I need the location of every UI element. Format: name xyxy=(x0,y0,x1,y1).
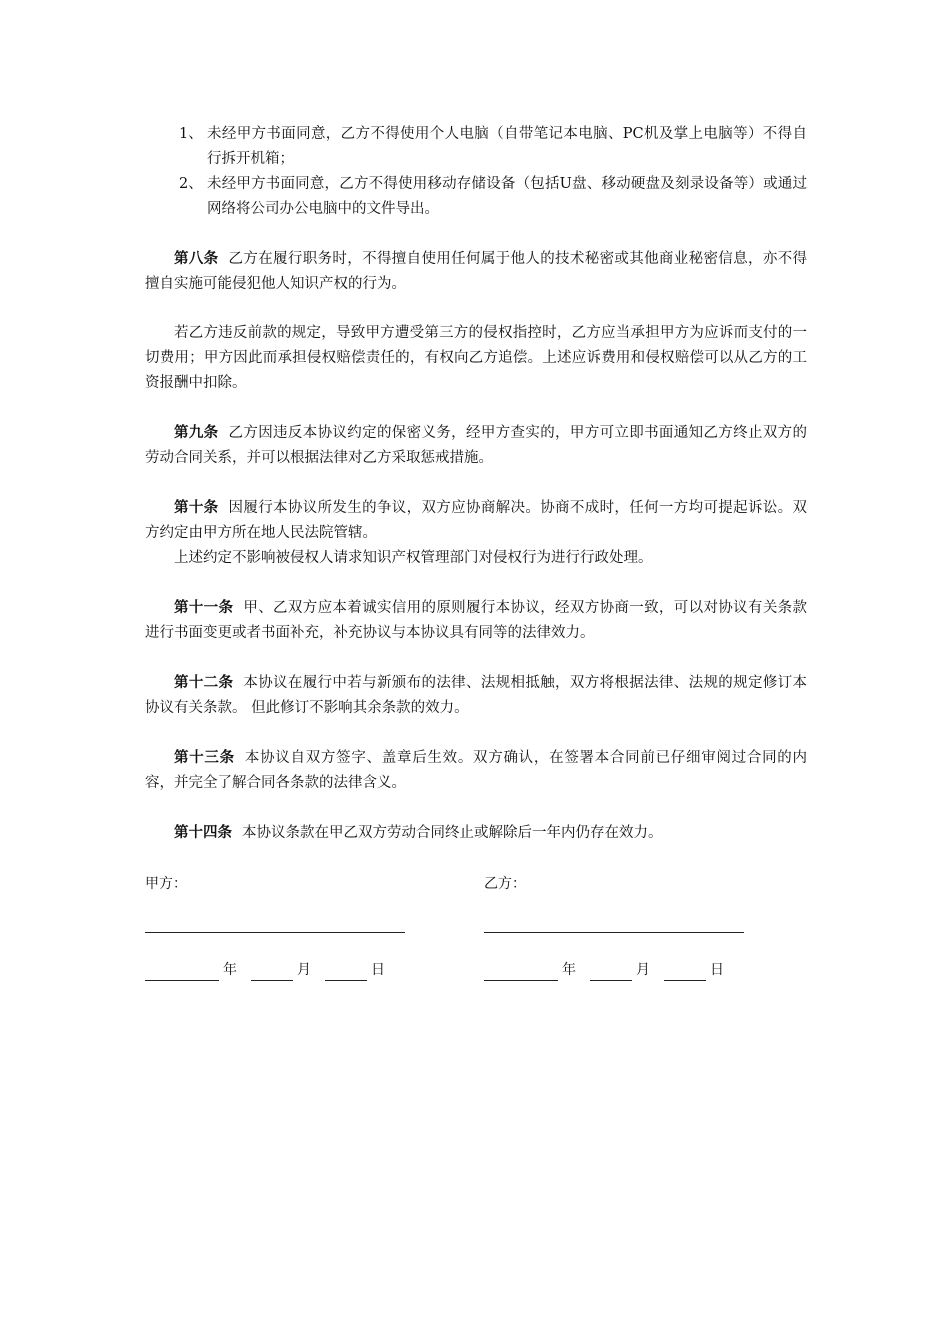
article-8 xyxy=(145,246,807,297)
spacer xyxy=(145,796,807,820)
list-number: 1、 xyxy=(179,126,203,142)
party-b-signature-line xyxy=(484,931,744,933)
article-8-paragraph-2: 若乙方违反前款的规定，导致甲方遭受第三方的侵权指控时，乙方应当承担甲方为应诉而支付的一切费用；甲方因此而承担侵权赔偿责任的，有权向乙方追偿。上述应诉费用和侵权赔偿可以从乙方的工资报酬中扣除。 xyxy=(145,325,807,391)
article-text: 乙方在履行职务时，不得擅自使用任何属于他人的技术秘密或其他商业秘密信息，亦不得擅自实施可能侵犯他人知识产权的行为。 xyxy=(145,251,808,292)
day-blank xyxy=(664,964,706,981)
article-13 xyxy=(145,745,807,796)
article-label: 第十一条 xyxy=(174,599,234,616)
day-label: 日 xyxy=(371,962,385,978)
article-text: 本协议在履行中若与新颁布的法律、法规相抵触，双方将根据法律、法规的规定修订本协议有关条款。 但此修订不影响其余条款的效力。 xyxy=(145,675,808,716)
month-blank xyxy=(590,964,632,981)
month-label: 月 xyxy=(297,962,311,978)
article-11 xyxy=(145,595,807,646)
article-label: 第十二条 xyxy=(174,674,234,691)
article-label: 第八条 xyxy=(174,250,219,267)
article-label: 第十条 xyxy=(174,499,219,516)
list-item xyxy=(145,122,807,172)
spacer xyxy=(145,471,807,495)
spacer xyxy=(145,646,807,670)
list-number: 2、 xyxy=(179,176,203,192)
year-label: 年 xyxy=(562,962,576,978)
article-10 xyxy=(145,495,807,546)
spacer xyxy=(145,222,807,246)
party-a-label: 甲方： xyxy=(145,876,187,892)
year-label: 年 xyxy=(223,962,237,978)
article-12 xyxy=(145,670,807,721)
party-a-signature-line xyxy=(145,931,405,933)
article-10-paragraph-2: 上述约定不影响被侵权人请求知识产权管理部门对侵权行为进行行政处理。 xyxy=(174,550,653,566)
party-a-signature xyxy=(145,872,407,981)
day-label: 日 xyxy=(710,962,724,978)
list-text: 未经甲方书面同意，乙方不得使用移动存储设备（包括U盘、移动硬盘及刻录设备等）或通过网络将公司办公电脑中的文件导出。 xyxy=(207,176,807,217)
spacer xyxy=(145,396,807,420)
article-9 xyxy=(145,420,807,471)
list-text: 未经甲方书面同意，乙方不得使用个人电脑（自带笔记本电脑、PC机及掌上电脑等）不得自行拆开机箱； xyxy=(207,126,807,167)
spacer xyxy=(145,571,807,595)
article-text: 甲、乙双方应本着诚实信用的原则履行本协议，经双方协商一致，可以对协议有关条款进行书面变更或者书面补充，补充协议与本协议具有同等的法律效力。 xyxy=(145,600,808,641)
party-a-date xyxy=(145,959,407,981)
article-text: 本协议条款在甲乙双方劳动合同终止或解除后一年内仍存在效力。 xyxy=(242,825,663,841)
article-text: 本协议自双方签字、盖章后生效。双方确认，在签署本合同前已仔细审阅过合同的内容，并完全了解合同各条款的法律含义。 xyxy=(145,750,808,791)
spacer xyxy=(145,721,807,745)
party-b-date xyxy=(484,959,746,981)
document-body xyxy=(145,122,807,846)
list-item xyxy=(145,172,807,222)
article-text: 乙方因违反本协议约定的保密义务，经甲方查实的，甲方可立即书面通知乙方终止双方的劳动合同关系，并可以根据法律对乙方采取惩戒措施。 xyxy=(145,425,808,466)
article-text: 因履行本协议所发生的争议，双方应协商解决。协商不成时，任何一方均可提起诉讼。双方约定由甲方所在地人民法院管辖。 xyxy=(145,500,808,541)
month-blank xyxy=(251,964,293,981)
day-blank xyxy=(325,964,367,981)
party-b-label: 乙方： xyxy=(484,876,526,892)
month-label: 月 xyxy=(636,962,650,978)
party-b-signature xyxy=(484,872,746,981)
article-14 xyxy=(145,820,807,846)
article-label: 第九条 xyxy=(174,424,219,441)
article-label: 第十三条 xyxy=(174,749,235,766)
year-blank xyxy=(145,964,219,981)
spacer xyxy=(145,297,807,321)
signature-block xyxy=(145,872,807,992)
year-blank xyxy=(484,964,558,981)
article-label: 第十四条 xyxy=(174,824,232,841)
